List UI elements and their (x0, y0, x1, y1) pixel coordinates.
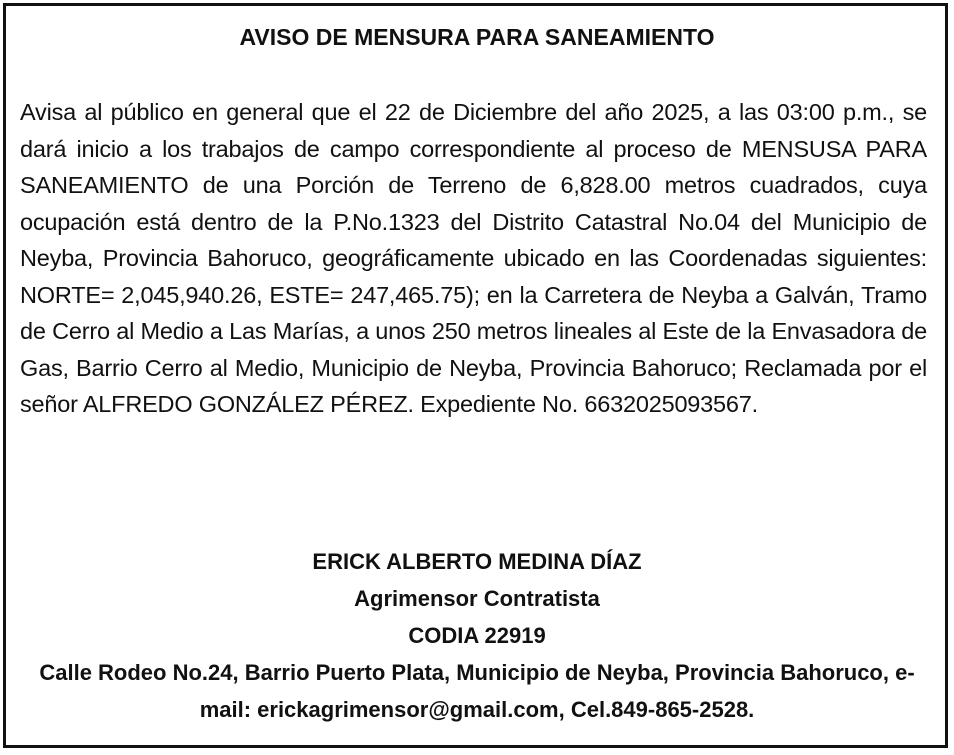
signatory-codia: CODIA 22919 (408, 623, 546, 648)
notice-title: AVISO DE MENSURA PARA SANEAMIENTO (239, 24, 715, 50)
signatory-name: ERICK ALBERTO MEDINA DÍAZ (312, 549, 642, 574)
signatory-address: Calle Rodeo No.24, Barrio Puerto Plata, Municipio de Neyba, Provincia Bahoruco, e-mail: erickagrimensor@gmail.com, Cel.849-865-2528. (39, 660, 915, 722)
signature-block (15, 543, 939, 728)
signatory-role: Agrimensor Contratista (354, 586, 600, 611)
notice-body: Avisa al público en general que el 22 de Diciembre del año 2025, a las 03:00 p.m., se dará inicio a los trabajos de campo correspondiente al proceso de MENSUSA PARA SANEAMIENTO de una Porción de Terreno de 6,828.00 metros cuadrados, cuya ocupación está dentro de la P.No.1323 del Distrito Catastral No.04 del Municipio de Neyba, Provincia Bahoruco, geográficamente ubicado en las Coordenadas siguientes: NORTE= 2,045,940.26, ESTE= 247,465.75); en la Carretera de Neyba a Galván, Tramo de Cerro al Medio a Las Marías, a unos 250 metros lineales al Este de la Envasadora de Gas, Barrio Cerro al Medio, Municipio de Neyba, Provincia Bahoruco; Reclamada por el señor ALFREDO GONZÁLEZ PÉREZ. Expediente No. 6632025093567. (20, 99, 927, 417)
